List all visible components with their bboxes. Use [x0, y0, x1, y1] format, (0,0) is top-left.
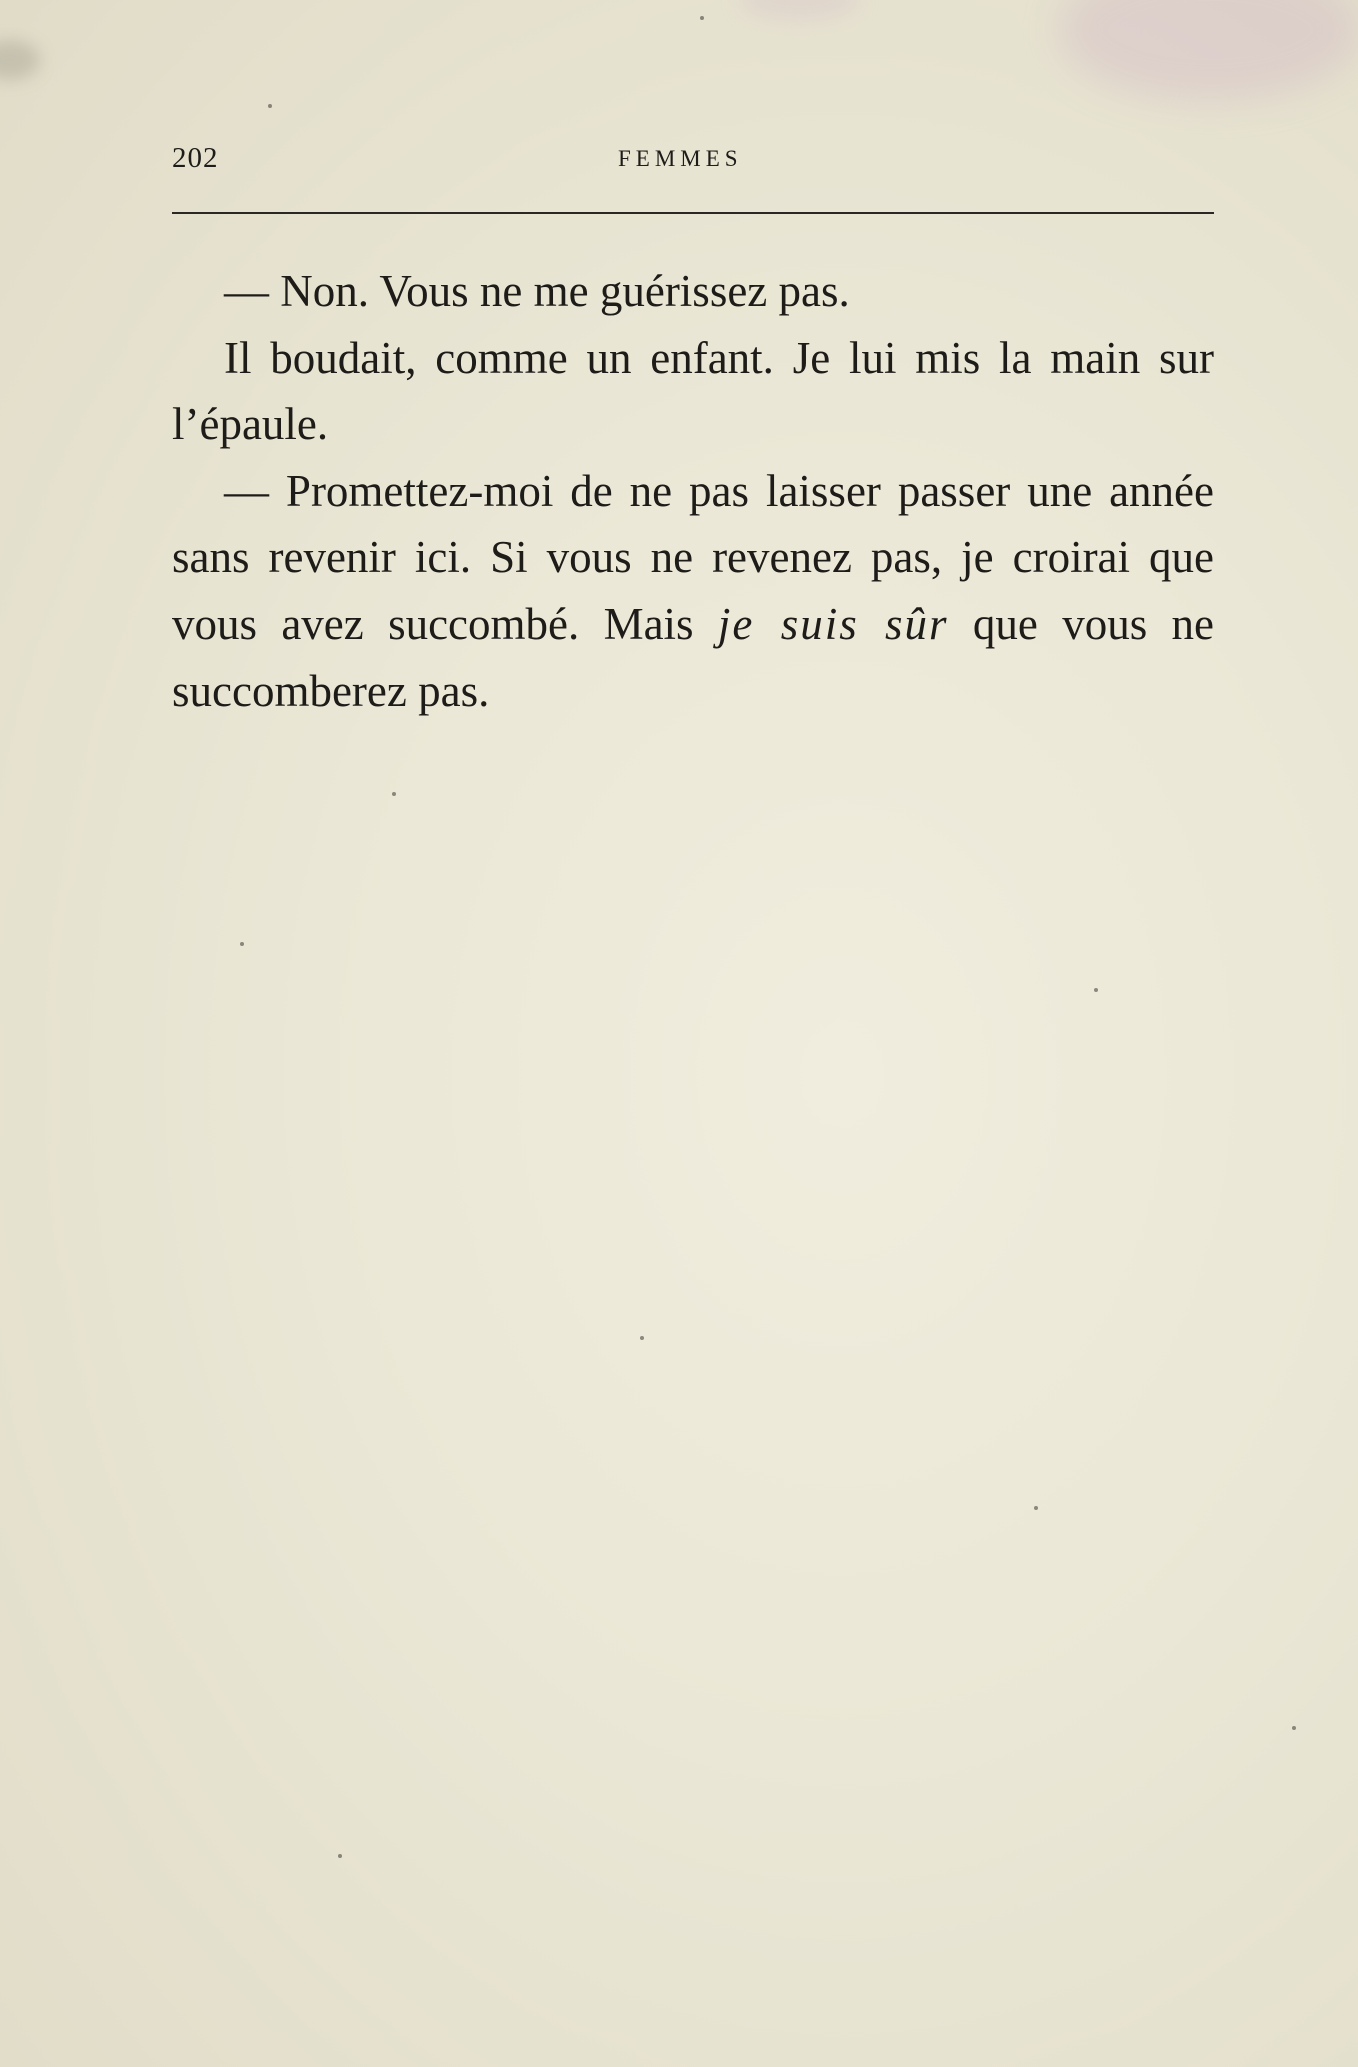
paper-speck [640, 1336, 644, 1340]
paper-speck [700, 16, 704, 20]
body-text [172, 258, 1214, 724]
paper-stain [1060, 0, 1358, 100]
paper-speck [268, 104, 272, 108]
header-rule [172, 212, 1214, 214]
running-title: FEMMES [618, 146, 743, 171]
paper-speck [1034, 1506, 1038, 1510]
italic-emphasis: je suis sûr [717, 598, 949, 649]
paper-speck [338, 1854, 342, 1858]
paper-stain [0, 40, 40, 80]
paragraph-text: — Promettez-moi de ne pas laisser passer une année sans revenir ici. Si vous ne revenez pas, je croirai que vous avez succombé. Mais [172, 465, 1214, 649]
running-head [172, 142, 1214, 182]
paper-speck [1094, 988, 1098, 992]
paragraph [172, 458, 1214, 724]
paragraph-text: que vous ne succomberez pas. [172, 598, 1214, 716]
page-number: 202 [172, 142, 219, 174]
paper-stain [740, 0, 860, 20]
paper-speck [392, 792, 396, 796]
paragraph: — Non. Vous ne me guérissez pas. [224, 266, 850, 316]
paper-speck [240, 942, 244, 946]
paper-speck [1292, 1726, 1296, 1730]
paragraph: Il boudait, comme un enfant. Je lui mis la main sur l’épaule. [172, 332, 1214, 450]
